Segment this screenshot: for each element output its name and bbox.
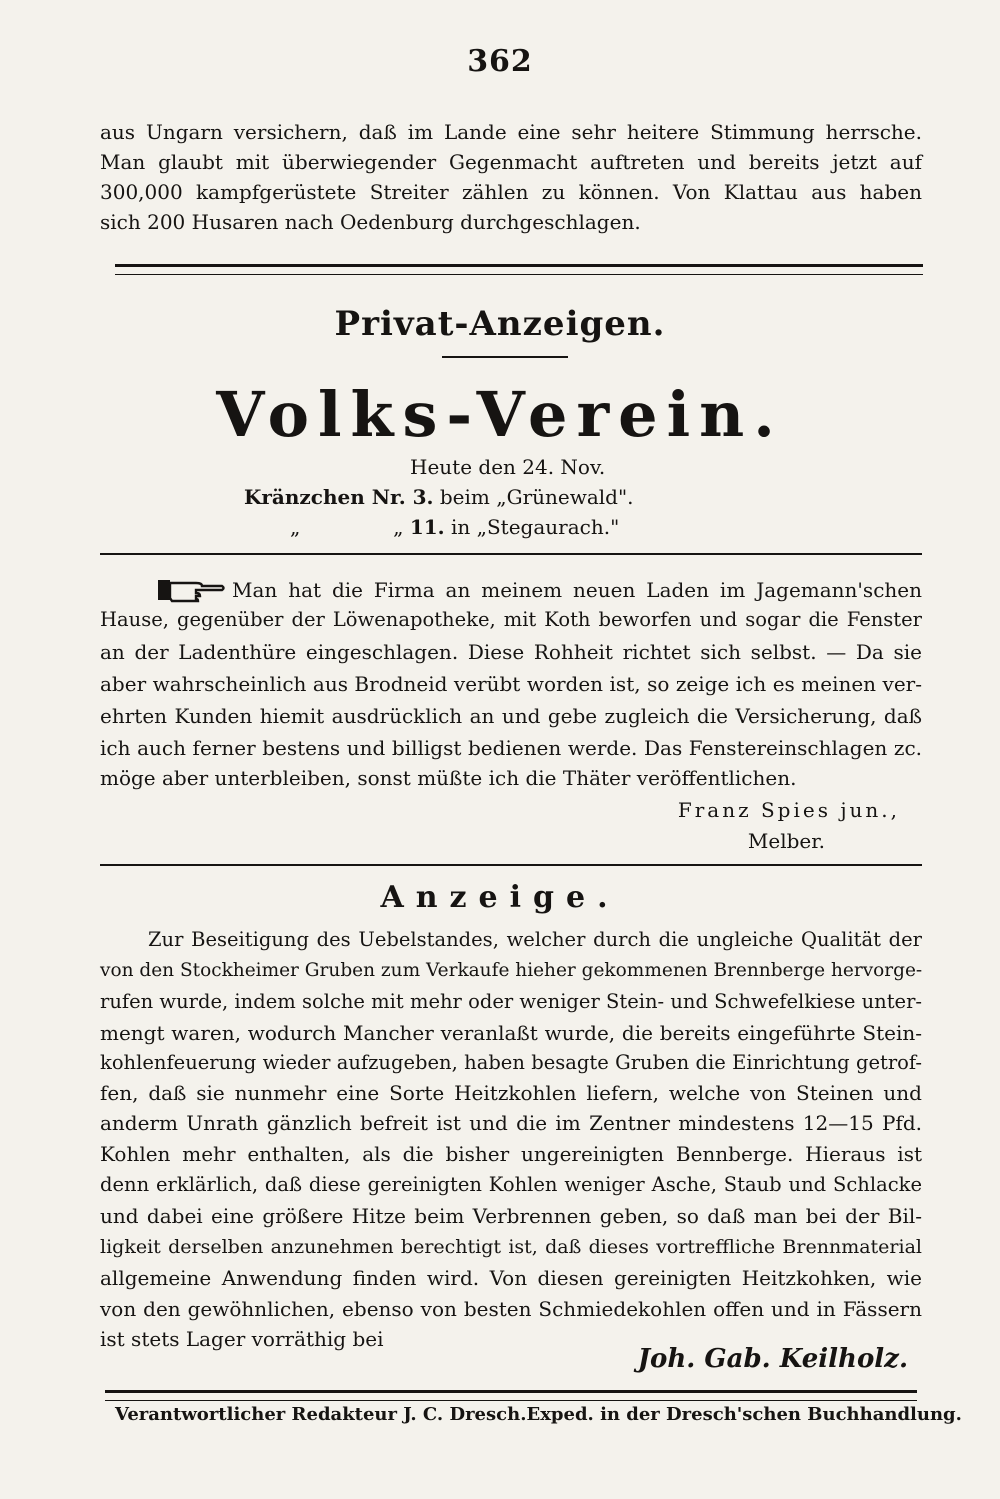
volks-verein-heading: Volks-Verein. bbox=[216, 378, 784, 451]
anzeige-line: allgemeine Anwendung finden wird. Von diesen gereinigten Heitzkohken, wie bbox=[100, 1266, 922, 1290]
notice-line: aber wahrscheinlich aus Brodneid verübt worden ist, so zeige ich es meinen ver- bbox=[100, 672, 922, 696]
anzeige-heading: Anzeige. bbox=[380, 880, 620, 915]
section-divider bbox=[115, 264, 923, 275]
anzeige-line: fen, daß sie nunmehr eine Sorte Heitzkohlen liefern, welche von Steinen und bbox=[100, 1081, 922, 1105]
private-ads-heading: Privat-Anzeigen. bbox=[334, 304, 666, 344]
anzeige-line: anderm Unrath gänzlich befreit ist und die im Zentner mindestens 12—15 Pfd. bbox=[100, 1111, 922, 1135]
volks-line-2 bbox=[290, 512, 619, 542]
volks-place-1: beim „Grünewald". bbox=[439, 485, 634, 509]
footer-expedition: Exped. in der Dresch'schen Buchhandlung. bbox=[526, 1404, 962, 1425]
section-divider bbox=[100, 553, 922, 555]
notice-signature: Franz Spies jun., bbox=[677, 798, 900, 822]
anzeige-line: mengt waren, wodurch Mancher veranlaßt wurde, die bereits eingeführte Stein- bbox=[100, 1021, 922, 1045]
anzeige-line: Zur Beseitigung des Uebelstandes, welcher durch die ungleiche Qualität der bbox=[148, 928, 922, 951]
footer-divider bbox=[105, 1390, 917, 1401]
pointing-hand-icon bbox=[156, 574, 226, 606]
intro-line: Man glaubt mit überwiegender Gegenmacht auftreten und bereits jetzt auf bbox=[100, 150, 922, 174]
notice-line: an der Ladenthüre eingeschlagen. Diese Rohheit richtet sich selbst. — Da sie bbox=[100, 640, 922, 664]
ditto-mark: „ bbox=[393, 515, 404, 539]
intro-line: 300,000 kampfgerüstete Streiter zählen zu können. Von Klattau aus haben bbox=[100, 180, 922, 204]
footer-editor: Verantwortlicher Redakteur J. C. Dresch. bbox=[115, 1404, 527, 1425]
anzeige-line: kohlenfeuerung wieder aufzugeben, haben besagte Gruben die Einrichtung getrof- bbox=[100, 1051, 922, 1074]
volks-place-2: in „Stegaurach." bbox=[450, 515, 620, 539]
imprint-footer bbox=[115, 1404, 962, 1425]
anzeige-line: von den Stockheimer Gruben zum Verkaufe hieher gekommenen Brennberge hervorge- bbox=[100, 960, 923, 981]
anzeige-line: rufen wurde, indem solche mit mehr oder weniger Stein- und Schwefelkiese unter- bbox=[100, 990, 922, 1013]
intro-line: sich 200 Husaren nach Oedenburg durchgeschlagen. bbox=[100, 210, 641, 234]
anzeige-signature: Joh. Gab. Keilholz. bbox=[637, 1344, 908, 1374]
page-number: 362 bbox=[467, 44, 533, 79]
notice-signature-role: Melber. bbox=[747, 829, 825, 853]
notice-line: ich auch ferner bestens und billigst bedienen werde. Das Fenstereinschlagen zc. bbox=[100, 736, 922, 760]
section-divider bbox=[100, 864, 922, 866]
notice-line: Hause, gegenüber der Löwenapotheke, mit Koth beworfen und sogar die Fenster bbox=[100, 608, 922, 631]
volks-date: Heute den 24. Nov. bbox=[410, 455, 606, 479]
notice-line: ehrten Kunden hiemit ausdrücklich an und gebe zugleich die Versicherung, daß bbox=[100, 704, 922, 728]
anzeige-line: Kohlen mehr enthalten, als die bisher ungereinigten Bennberge. Hieraus ist bbox=[100, 1142, 922, 1166]
intro-line: aus Ungarn versichern, daß im Lande eine sehr heitere Stimmung herrsche. bbox=[100, 120, 922, 144]
anzeige-line: von den gewöhnlichen, ebenso von besten Schmiedekohlen offen und in Fässern bbox=[100, 1297, 922, 1321]
volks-kraenzchen-label: Kränzchen Nr. 3. bbox=[244, 485, 434, 509]
anzeige-line: und dabei eine größere Hitze beim Verbrennen geben, so daß man bei der Bil- bbox=[100, 1204, 922, 1228]
notice-line: Man hat die Firma an meinem neuen Laden im Jagemann'schen bbox=[232, 578, 922, 602]
anzeige-line: ligkeit derselben anzunehmen berechtigt ist, daß dieses vortreffliche Brennmaterial bbox=[100, 1236, 922, 1258]
notice-line: möge aber unterbleiben, sonst müßte ich die Thäter veröffentlichen. bbox=[100, 766, 797, 790]
anzeige-line: denn erklärlich, daß diese gereinigten Kohlen weniger Asche, Staub und Schlacke bbox=[100, 1173, 922, 1196]
anzeige-line: ist stets Lager vorräthig bei bbox=[100, 1327, 384, 1351]
ditto-mark: „ bbox=[290, 515, 301, 539]
short-divider bbox=[442, 356, 568, 358]
volks-number-2: 11. bbox=[409, 515, 445, 539]
volks-line-1 bbox=[244, 482, 634, 512]
